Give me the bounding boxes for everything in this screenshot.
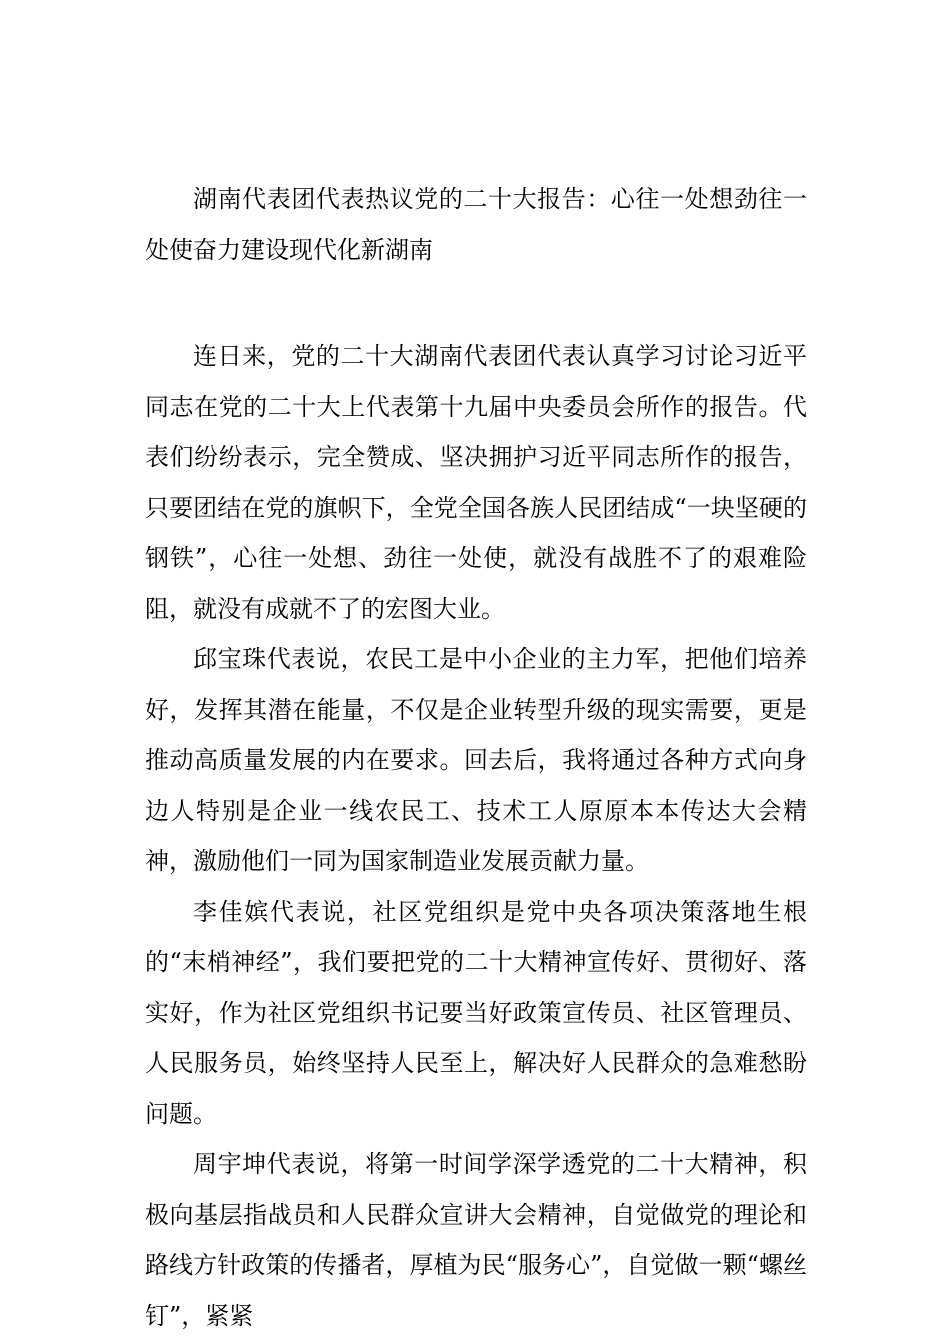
document-body <box>145 331 807 1341</box>
document-title: 湖南代表团代表热议党的二十大报告：心往一处想劲往一处使奋力建设现代化新湖南 <box>145 185 807 264</box>
paragraph: 邱宝珠代表说，农民工是中小企业的主力军，把他们培养好，发挥其潜在能量，不仅是企业转型升级的现实需要，更是推动高质量发展的内在要求。回去后，我将通过各种方式向身边人特别是企业一线农民工、技术工人原原本本传达大会精神，激励他们一同为国家制造业发展贡献力量。 <box>145 645 807 875</box>
paragraph: 连日来，党的二十大湖南代表团代表认真学习讨论习近平同志在党的二十大上代表第十九届中央委员会所作的报告。代表们纷纷表示，完全赞成、坚决拥护习近平同志所作的报告，只要团结在党的旗帜下，全党全国各族人民团结成“一块坚硬的钢铁”，心往一处想、劲往一处使，就没有战胜不了的艰难险阻，就没有成就不了的宏图大业。 <box>145 342 807 623</box>
paragraph: 周宇坤代表说，将第一时间学深学透党的二十大精神，积极向基层指战员和人民群众宣讲大会精神，自觉做党的理论和路线方针政策的传播者，厚植为民“服务心”，自觉做一颗“螺丝钉”，紧紧 <box>145 1150 807 1330</box>
paragraph: 李佳嫔代表说，社区党组织是党中央各项决策落地生根的“末梢神经”，我们要把党的二十大精神宣传好、贯彻好、落实好，作为社区党组织书记要当好政策宣传员、社区管理员、人民服务员，始终坚持人民至上，解决好人民群众的急难愁盼问题。 <box>145 897 807 1128</box>
